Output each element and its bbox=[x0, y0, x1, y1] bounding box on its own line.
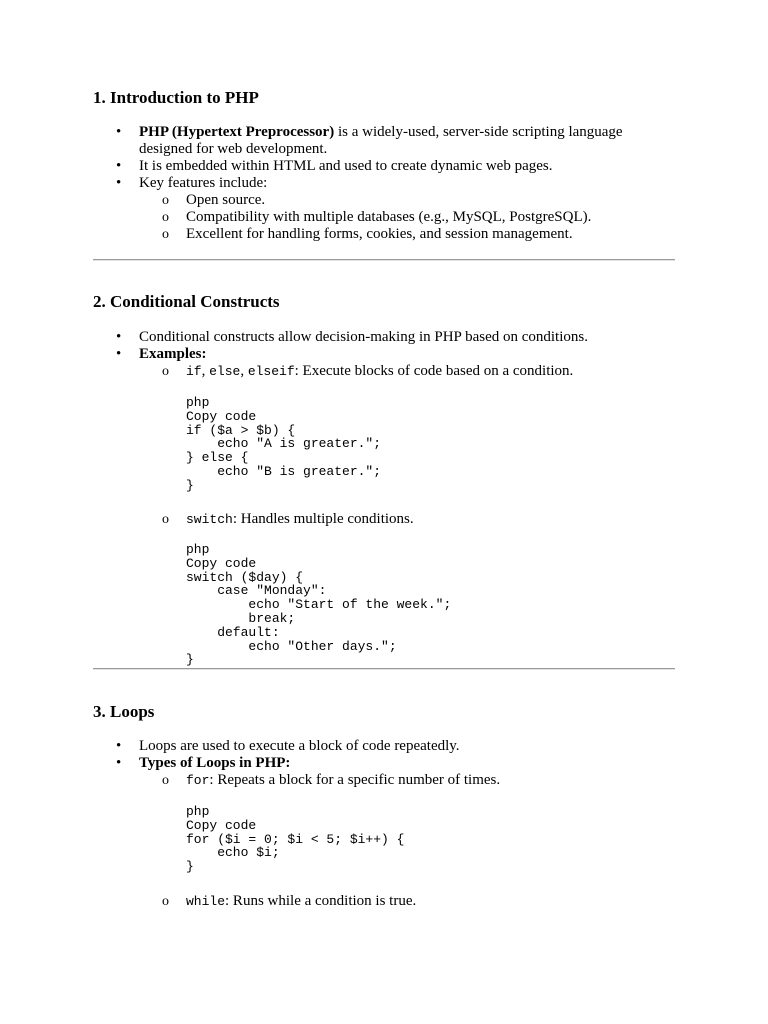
s3-bullet-1: Loops are used to execute a block of code repeatedly. bbox=[139, 738, 460, 754]
sub-bullet-icon: o bbox=[162, 894, 169, 909]
bullet-icon: • bbox=[116, 755, 122, 771]
sub-bullet-icon: o bbox=[162, 227, 169, 242]
separator: , bbox=[201, 363, 210, 379]
s1-bullet-1-bold: PHP (Hypertext Preprocessor) bbox=[139, 124, 335, 140]
s1-sub-2: Compatibility with multiple databases (e.g., MySQL, PostgreSQL). bbox=[186, 209, 592, 225]
sub-bullet-icon: o bbox=[162, 773, 169, 788]
bullet-icon: • bbox=[116, 158, 122, 174]
divider bbox=[93, 259, 675, 261]
code-block-if-else: php Copy code if ($a > $b) { echo "A is greater."; } else { echo "B is greater."; } bbox=[186, 395, 382, 493]
s3-sub-1 bbox=[186, 772, 500, 789]
s1-bullet-1-cont: designed for web development. bbox=[139, 141, 328, 157]
code-block-switch: php Copy code switch ($day) { case "Monday": echo "Start of the week."; break; default: echo "Other days."; } bbox=[186, 542, 452, 668]
s1-bullet-3: Key features include: bbox=[139, 175, 268, 191]
sub-bullet-icon: o bbox=[162, 364, 169, 379]
divider bbox=[93, 668, 675, 670]
section-1-heading: 1. Introduction to PHP bbox=[93, 88, 259, 107]
s3-sub-2 bbox=[186, 893, 416, 910]
inline-code-else: else bbox=[209, 364, 241, 379]
bullet-icon: • bbox=[116, 738, 122, 754]
sub-bullet-icon: o bbox=[162, 512, 169, 527]
s2-bullet-2-bold: Examples: bbox=[139, 346, 207, 362]
s3-bullet-2-bold: Types of Loops in PHP: bbox=[139, 755, 291, 771]
s2-sub-2 bbox=[186, 511, 414, 528]
s1-sub-1: Open source. bbox=[186, 192, 266, 208]
section-2-heading: 2. Conditional Constructs bbox=[93, 292, 280, 311]
section-3-heading: 3. Loops bbox=[93, 702, 155, 721]
s2-sub-2-text: : Handles multiple conditions. bbox=[232, 511, 414, 527]
s1-bullet-1-text: is a widely-used, server-side scripting language bbox=[334, 124, 623, 140]
s2-sub-1-text: : Execute blocks of code based on a condition. bbox=[294, 363, 574, 379]
s1-bullet-2: It is embedded within HTML and used to create dynamic web pages. bbox=[139, 158, 553, 174]
code-block-for: php Copy code for ($i = 0; $i < 5; $i++) { echo $i; } bbox=[186, 804, 405, 875]
bullet-icon: • bbox=[116, 329, 122, 345]
sub-bullet-icon: o bbox=[162, 193, 169, 208]
bullet-icon: • bbox=[116, 346, 122, 362]
inline-code-switch: switch bbox=[186, 512, 233, 527]
s2-bullet-2 bbox=[139, 346, 207, 363]
bullet-icon: • bbox=[116, 124, 122, 140]
s3-sub-1-text: : Repeats a block for a specific number of times. bbox=[209, 772, 501, 788]
s2-bullet-1: Conditional constructs allow decision-making in PHP based on conditions. bbox=[139, 329, 588, 345]
separator: , bbox=[240, 363, 248, 379]
s2-sub-1 bbox=[186, 363, 573, 380]
sub-bullet-icon: o bbox=[162, 210, 169, 225]
s1-bullet-1 bbox=[139, 124, 623, 141]
inline-code-while: while bbox=[186, 894, 226, 909]
s3-bullet-2 bbox=[139, 755, 290, 772]
inline-code-if: if bbox=[186, 364, 202, 379]
inline-code-elseif: elseif bbox=[247, 364, 295, 379]
s3-sub-2-text: : Runs while a condition is true. bbox=[225, 893, 417, 909]
s1-sub-3: Excellent for handling forms, cookies, and session management. bbox=[186, 226, 573, 242]
bullet-icon: • bbox=[116, 175, 122, 191]
inline-code-for: for bbox=[186, 773, 210, 788]
